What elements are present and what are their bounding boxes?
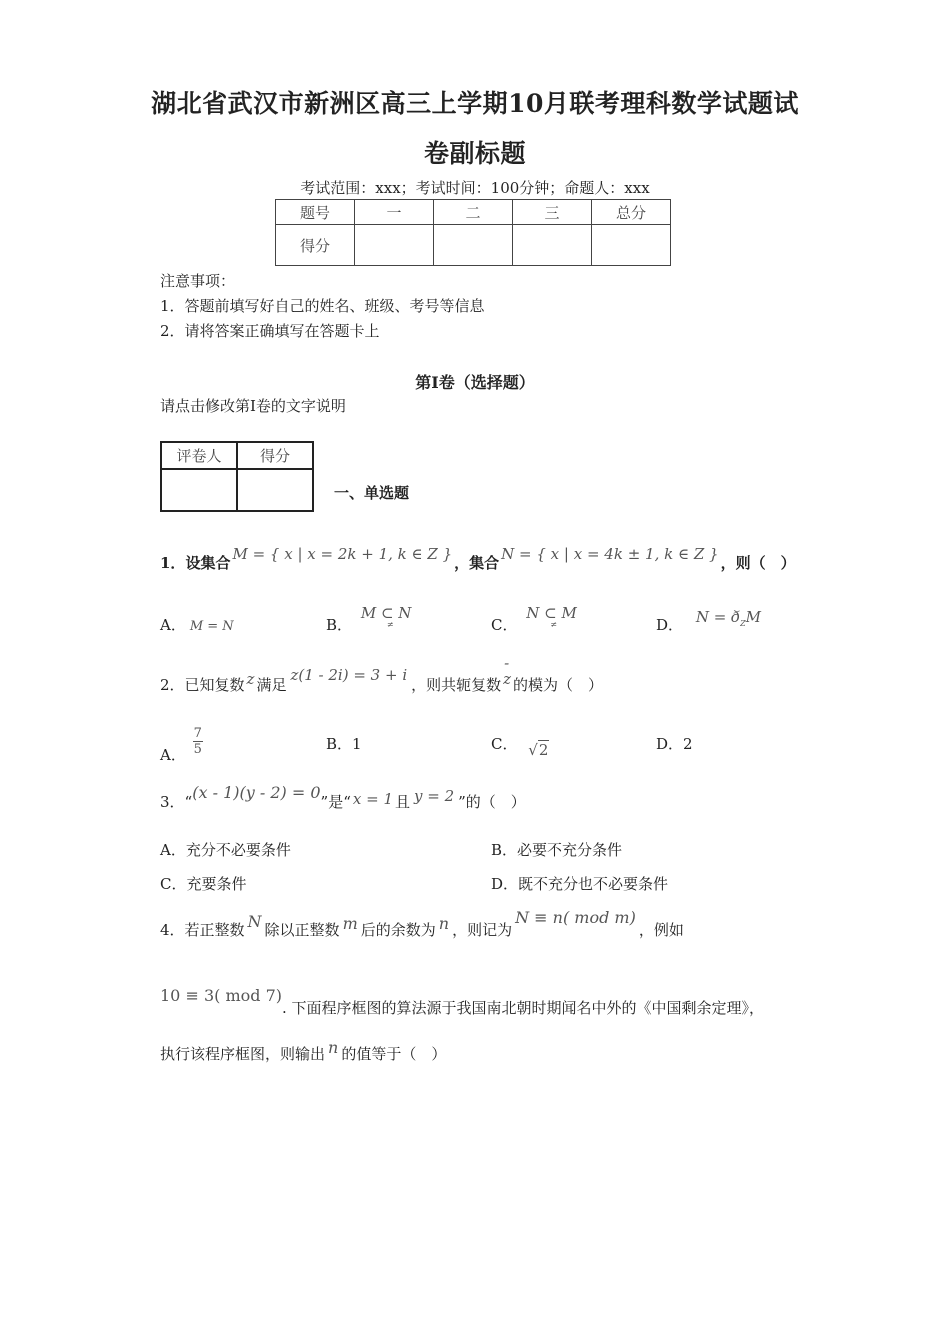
score-header-cell: 题号 bbox=[276, 200, 355, 225]
notes-item: 2．请将答案正确填写在答题卡上 bbox=[160, 322, 380, 340]
math-expression: y = 2 bbox=[414, 787, 455, 805]
option-label: C． bbox=[160, 875, 187, 893]
fraction-numerator: 7 bbox=[193, 726, 202, 741]
option-label: D． bbox=[491, 875, 519, 893]
sqrt-expression bbox=[528, 741, 549, 759]
math-expression: z(1 - 2i) = 3 + i bbox=[290, 666, 408, 684]
math-expression: N bbox=[247, 912, 262, 931]
question-text: . 下面程序框图的算法源于我国南北朝时期闻名中外的《中国剩余定理》， bbox=[282, 999, 765, 1017]
option-label: B． bbox=[491, 841, 518, 859]
exam-meta: 考试范围：xxx；考试时间：100分钟；命题人：xxx bbox=[300, 179, 650, 197]
option-b[interactable] bbox=[326, 604, 412, 635]
math-expression: n bbox=[328, 1038, 339, 1057]
question-text: ，则记为 bbox=[452, 921, 513, 939]
math-expression: 10 ≡ 3( mod 7) bbox=[160, 986, 282, 1005]
fraction bbox=[193, 726, 203, 757]
question-text: 且 bbox=[394, 793, 410, 811]
question-text: ”的（ ） bbox=[458, 793, 526, 811]
section-title: 第I卷（选择题） bbox=[415, 373, 535, 392]
math-expression: x = 1 bbox=[352, 790, 393, 808]
score-header-cell: 二 bbox=[434, 200, 513, 225]
option-text: 充要条件 bbox=[186, 875, 247, 893]
question-text: ，则共轭复数 bbox=[411, 676, 502, 694]
score-header-cell: 三 bbox=[513, 200, 592, 225]
question-text: 3．“ bbox=[160, 793, 193, 811]
option-label: C． bbox=[491, 735, 518, 753]
option-d[interactable] bbox=[656, 733, 693, 754]
option-label: B． bbox=[326, 735, 353, 753]
option-text: 既不充分也不必要条件 bbox=[518, 875, 669, 893]
option-label: A． bbox=[160, 616, 186, 634]
math-expression: n bbox=[438, 914, 450, 933]
question-text: 2．已知复数 bbox=[160, 676, 245, 694]
question-text: ，例如 bbox=[638, 921, 684, 939]
question-4-line3 bbox=[160, 1038, 447, 1064]
sqrt-radicand: 2 bbox=[538, 741, 549, 759]
option-text: 充分不必要条件 bbox=[185, 841, 291, 859]
option-label: D． bbox=[656, 616, 684, 634]
option-a[interactable] bbox=[160, 839, 291, 860]
math-subscript: Z bbox=[740, 619, 746, 628]
question-text: 的值等于（ ） bbox=[341, 1045, 447, 1063]
option-text: 1 bbox=[352, 735, 362, 753]
question-text: 设集合 bbox=[185, 554, 231, 572]
question-text: 4．若正整数 bbox=[160, 921, 245, 939]
question-3 bbox=[160, 783, 526, 812]
math-expression: M = N bbox=[189, 619, 234, 634]
question-text: 执行该程序框图，则输出 bbox=[160, 1045, 326, 1063]
option-c[interactable] bbox=[491, 733, 549, 759]
score-input-cell[interactable] bbox=[434, 225, 513, 266]
math-expression: N = { x | x = 4k ± 1, k ∈ Z } bbox=[501, 545, 719, 563]
question-2 bbox=[160, 654, 604, 695]
question-text: ”是“ bbox=[320, 793, 351, 811]
question-text: 满足 bbox=[256, 676, 287, 694]
math-expression: N = ð bbox=[695, 608, 741, 626]
exam-title-line2: 卷副标题 bbox=[423, 139, 526, 168]
math-expression: z bbox=[503, 670, 512, 688]
part-title: 一、单选题 bbox=[334, 484, 410, 502]
grader-input-cell[interactable] bbox=[161, 469, 237, 511]
option-a[interactable] bbox=[160, 614, 234, 635]
section-description: 请点击修改第I卷的文字说明 bbox=[160, 397, 346, 415]
question-4 bbox=[160, 908, 684, 940]
option-text: 2 bbox=[683, 735, 693, 753]
question-text: ，集合 bbox=[454, 554, 500, 572]
option-c[interactable] bbox=[491, 604, 577, 635]
math-expression: M = { x | x = 2k + 1, k ∈ Z } bbox=[232, 545, 453, 563]
math-expression: N ⊂ M bbox=[526, 604, 577, 622]
score-table bbox=[275, 199, 671, 266]
question-text: 的模为（ ） bbox=[513, 676, 604, 694]
fraction-denominator: 5 bbox=[193, 742, 202, 757]
question-1 bbox=[160, 541, 796, 585]
score-input-cell[interactable] bbox=[513, 225, 592, 266]
math-expression-wrapper bbox=[360, 604, 412, 629]
math-subscript: ≠ bbox=[386, 620, 394, 629]
math-expression: M ⊂ N bbox=[360, 604, 412, 622]
score-header-cell: 总分 bbox=[592, 200, 671, 225]
math-expression: z bbox=[246, 670, 255, 688]
score-row-label: 得分 bbox=[276, 225, 355, 266]
question-number: 1． bbox=[160, 554, 186, 572]
notes-heading: 注意事项： bbox=[160, 272, 236, 290]
option-label: D． bbox=[656, 735, 684, 753]
option-d[interactable] bbox=[656, 608, 761, 635]
math-subscript: ≠ bbox=[550, 620, 557, 629]
question-text: 除以正整数 bbox=[264, 921, 340, 939]
score-input-cell[interactable] bbox=[592, 225, 671, 266]
option-label: B． bbox=[326, 616, 353, 634]
grader-input-cell[interactable] bbox=[237, 469, 313, 511]
math-overbar: - bbox=[504, 654, 510, 672]
option-label: C． bbox=[491, 616, 518, 634]
option-a[interactable] bbox=[160, 726, 203, 765]
math-expression: m bbox=[342, 914, 358, 933]
option-c[interactable] bbox=[160, 873, 247, 894]
option-d[interactable] bbox=[491, 873, 668, 894]
notes-item: 1．答题前填写好自己的姓名、班级、考号等信息 bbox=[160, 297, 485, 315]
question-4-line2 bbox=[160, 982, 764, 1022]
option-b[interactable] bbox=[326, 733, 362, 754]
grader-header-cell: 得分 bbox=[237, 442, 313, 469]
math-expression: N ≡ n( mod m) bbox=[515, 908, 636, 927]
question-text: 后的余数为 bbox=[360, 921, 436, 939]
exam-title-line1: 湖北省武汉市新洲区高三上学期10月联考理科数学试题试 bbox=[151, 89, 799, 118]
option-text: 必要不充分条件 bbox=[517, 841, 623, 859]
score-header-cell: 一 bbox=[355, 200, 434, 225]
option-label: A． bbox=[160, 746, 186, 764]
score-input-cell[interactable] bbox=[355, 225, 434, 266]
math-expression: M bbox=[745, 608, 761, 626]
option-label: A． bbox=[160, 841, 186, 859]
math-expression: (x - 1)(y - 2) = 0 bbox=[192, 783, 321, 802]
math-expression-wrapper bbox=[526, 604, 577, 629]
option-b[interactable] bbox=[491, 839, 622, 860]
grader-header-cell: 评卷人 bbox=[161, 442, 237, 469]
grader-table bbox=[160, 441, 314, 512]
question-text: ，则（ ） bbox=[720, 554, 796, 572]
sqrt-icon: √ bbox=[528, 741, 538, 759]
